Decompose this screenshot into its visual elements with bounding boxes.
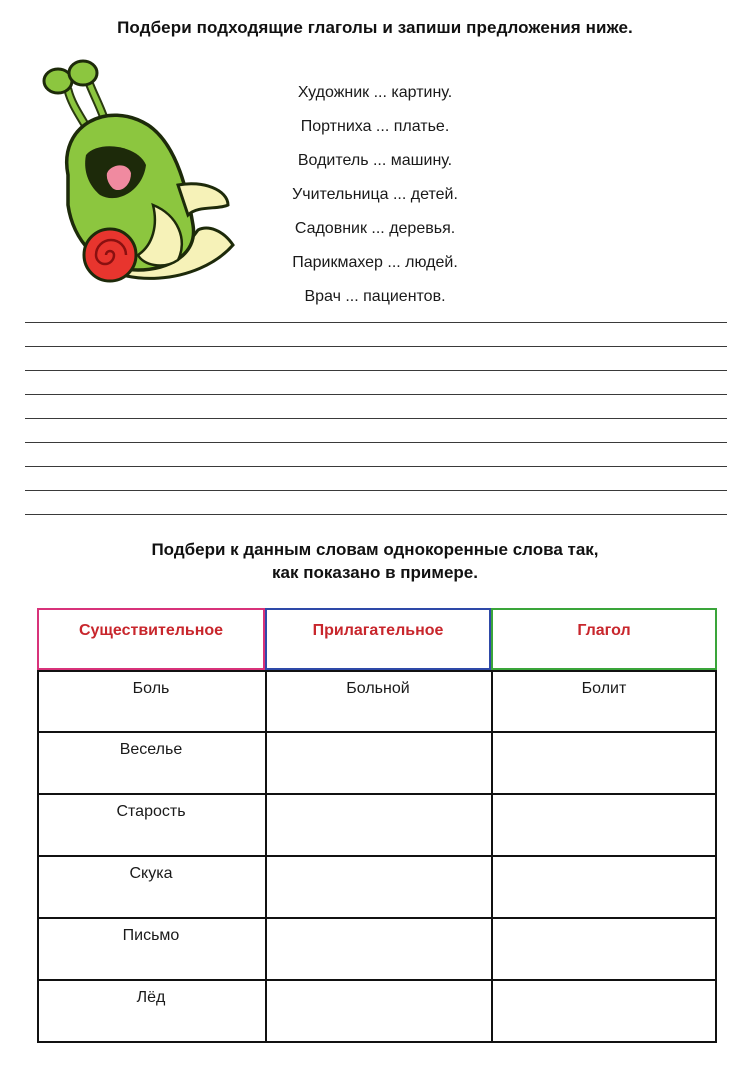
writing-lines — [25, 322, 727, 517]
task2-instruction — [0, 538, 750, 584]
sentence-item: Водитель ... машину. — [297, 152, 453, 169]
table-cell-verb[interactable] — [491, 979, 717, 1041]
table-cell-noun: Старость — [116, 803, 186, 820]
table-cell-noun: Боль — [132, 680, 170, 697]
table-cell-noun: Письмо — [122, 927, 180, 944]
sentence-list — [240, 76, 510, 314]
table-cell-verb[interactable] — [491, 731, 717, 793]
header-adjective: Прилагательное — [265, 608, 491, 670]
task1-instruction: Подбери подходящие глаголы и запиши предложения ниже. — [117, 18, 633, 37]
table-cell-adjective[interactable] — [265, 731, 491, 793]
sentence-item: Врач ... пациентов. — [304, 288, 446, 305]
table-cell-noun: Скука — [129, 865, 173, 882]
table-cell-verb[interactable]: Болит — [581, 680, 627, 697]
task2-instruction-line2: как показано в примере. — [272, 563, 478, 582]
answer-line[interactable] — [25, 490, 727, 491]
table-cell-adjective[interactable] — [265, 917, 491, 979]
table-cell-noun: Веселье — [119, 741, 183, 758]
table-cell-noun: Лёд — [136, 989, 166, 1006]
table-cell-verb[interactable] — [491, 917, 717, 979]
table-cell-adjective[interactable] — [265, 979, 491, 1041]
sentence-item: Садовник ... деревья. — [294, 220, 456, 237]
sentence-item: Парикмахер ... людей. — [292, 254, 458, 271]
answer-line[interactable] — [25, 322, 727, 323]
table-cell-verb[interactable] — [491, 793, 717, 855]
answer-line[interactable] — [25, 418, 727, 419]
sentence-item: Учительница ... детей. — [292, 186, 458, 203]
sentence-item: Художник ... картину. — [297, 84, 453, 101]
answer-line[interactable] — [25, 442, 727, 443]
word-family-table — [37, 608, 717, 1042]
answer-line[interactable] — [25, 370, 727, 371]
table-cell-adjective[interactable]: Больной — [346, 680, 410, 697]
answer-line[interactable] — [25, 346, 727, 347]
sentence-item: Портниха ... платье. — [300, 118, 450, 135]
table-cell-verb[interactable] — [491, 855, 717, 917]
header-noun: Существительное — [37, 608, 265, 670]
task2-instruction-line1: Подбери к данным словам однокоренные слова так, — [151, 540, 599, 559]
answer-line[interactable] — [25, 394, 727, 395]
table-cell-adjective[interactable] — [265, 793, 491, 855]
answer-line[interactable] — [25, 466, 727, 467]
snail-icon — [28, 55, 238, 295]
header-verb: Глагол — [491, 608, 717, 670]
answer-line[interactable] — [25, 514, 727, 515]
table-cell-adjective[interactable] — [265, 855, 491, 917]
